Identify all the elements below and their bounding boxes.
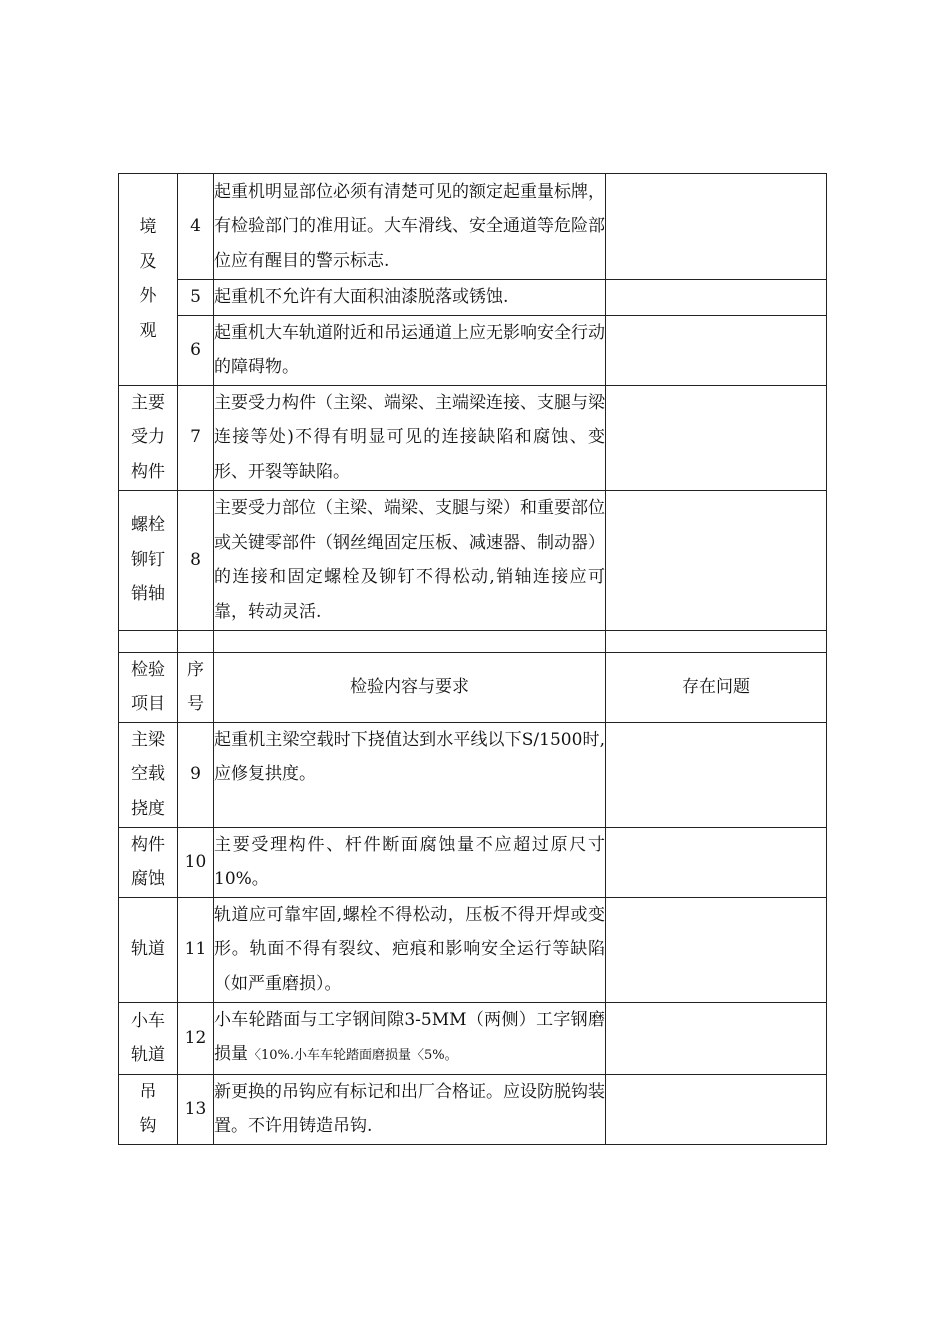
issue-cell[interactable] — [606, 1002, 827, 1074]
row-number: 5 — [178, 280, 214, 316]
empty-cell — [119, 630, 178, 652]
table-row — [119, 1074, 827, 1144]
row-number: 7 — [178, 385, 214, 490]
empty-cell — [178, 630, 214, 652]
requirement-text: 起重机明显部位必须有清楚可见的额定起重量标牌，有检验部门的准用证。大车滑线、安全通道等危险部位应有醒目的警示标志. — [214, 174, 606, 280]
requirement-text: 新更换的吊钩应有标记和出厂合格证。应设防脱钩装置。不许用铸造吊钩. — [214, 1074, 606, 1144]
issue-cell[interactable] — [606, 385, 827, 490]
row-number: 12 — [178, 1002, 214, 1074]
requirement-text — [214, 1002, 606, 1074]
issue-cell[interactable] — [606, 490, 827, 630]
header-row — [119, 652, 827, 722]
requirement-text: 轨道应可靠牢固,螺栓不得松动，压板不得开焊或变形。轨面不得有裂纹、疤痕和影响安全运行等缺陷（如严重磨损）。 — [214, 897, 606, 1002]
issue-cell[interactable] — [606, 280, 827, 316]
row-number: 6 — [178, 315, 214, 385]
table-row — [119, 385, 827, 490]
item-cell: 吊 钩 — [119, 1074, 178, 1144]
row-number: 10 — [178, 827, 214, 897]
issue-cell[interactable] — [606, 315, 827, 385]
issue-cell[interactable] — [606, 827, 827, 897]
row-number: 4 — [178, 174, 214, 280]
empty-cell — [214, 630, 606, 652]
header-issue: 存在问题 — [606, 652, 827, 722]
empty-cell — [606, 630, 827, 652]
issue-cell[interactable] — [606, 897, 827, 1002]
item-cell: 构件 腐蚀 — [119, 827, 178, 897]
row-number: 11 — [178, 897, 214, 1002]
row-number: 8 — [178, 490, 214, 630]
requirement-text: 起重机主梁空载时下挠值达到水平线以下S/1500时,应修复拱度。 — [214, 722, 606, 827]
table-row — [119, 280, 827, 316]
requirement-text: 起重机大车轨道附近和吊运通道上应无影响安全行动的障碍物。 — [214, 315, 606, 385]
header-content: 检验内容与要求 — [214, 652, 606, 722]
requirement-text: 起重机不允许有大面积油漆脱落或锈蚀. — [214, 280, 606, 316]
issue-cell[interactable] — [606, 1074, 827, 1144]
issue-cell[interactable] — [606, 174, 827, 280]
item-cell: 境 及 外 观 — [119, 174, 178, 386]
header-item: 检验 项目 — [119, 652, 178, 722]
table-row — [119, 174, 827, 280]
item-cell: 小车 轨道 — [119, 1002, 178, 1074]
table-row — [119, 827, 827, 897]
table-row — [119, 722, 827, 827]
table-row — [119, 897, 827, 1002]
table-row — [119, 490, 827, 630]
inspection-table — [118, 173, 827, 1145]
requirement-text: 主要受理构件、杆件断面腐蚀量不应超过原尺寸10%。 — [214, 827, 606, 897]
requirement-text: 主要受力部位（主梁、端梁、支腿与梁）和重要部位或关键零部件（钢丝绳固定压板、减速器、制动器）的连接和固定螺栓及铆钉不得松动,销轴连接应可靠，转动灵活. — [214, 490, 606, 630]
spacer-row — [119, 630, 827, 652]
row-number: 9 — [178, 722, 214, 827]
table-row — [119, 1002, 827, 1074]
requirement-text: 主要受力构件（主梁、端梁、主端梁连接、支腿与梁连接等处)不得有明显可见的连接缺陷和腐蚀、变形、开裂等缺陷。 — [214, 385, 606, 490]
item-cell: 主要 受力 构件 — [119, 385, 178, 490]
requirement-text-b: 〈10%.小车车轮踏面磨损量〈5%。 — [248, 1048, 458, 1063]
row-number: 13 — [178, 1074, 214, 1144]
item-cell: 主梁 空载 挠度 — [119, 722, 178, 827]
item-cell: 轨道 — [119, 897, 178, 1002]
header-num: 序 号 — [178, 652, 214, 722]
item-cell: 螺栓 铆钉 销轴 — [119, 490, 178, 630]
issue-cell[interactable] — [606, 722, 827, 827]
requirement-text-a: 小车轮踏面与工字钢间隙3-5MM（两侧）工字钢磨损量 — [214, 1009, 605, 1064]
table-row — [119, 315, 827, 385]
